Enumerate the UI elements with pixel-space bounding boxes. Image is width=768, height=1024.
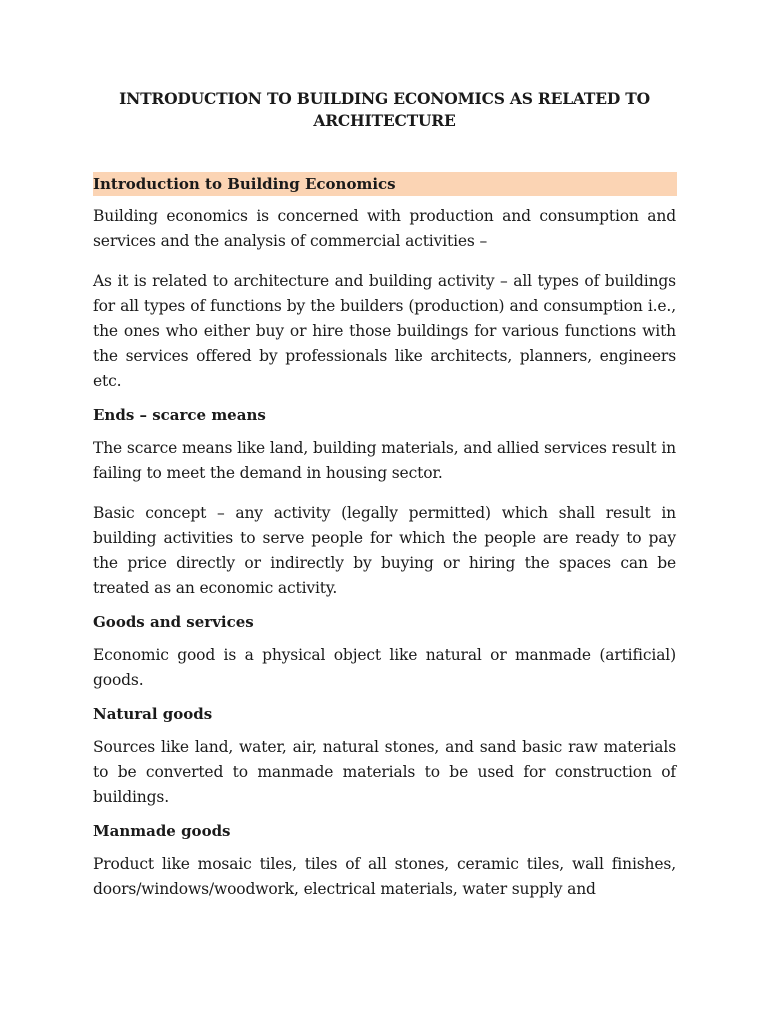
paragraph-economic-good: Economic good is a physical object like natural or manmade (artificial) goods. — [93, 646, 676, 689]
paragraph-natural-goods: Sources like land, water, air, natural stones, and sand basic raw materials to be converted to manmade materials to be used for construction of buildings. — [93, 738, 676, 806]
paragraph-basic-concept: Basic concept – any activity (legally permitted) which shall result in building activities to serve people for which the people are ready to pay the price directly or indirectly by buying or hiring the spaces can be treated as an economic activity. — [93, 504, 676, 597]
document-title: INTRODUCTION TO BUILDING ECONOMICS AS RELATED TO ARCHITECTURE — [119, 89, 650, 130]
document-page — [93, 0, 676, 902]
heading-goods-and-services: Goods and services — [93, 613, 254, 631]
paragraph-scarce-means: The scarce means like land, building materials, and allied services result in failing to meet the demand in housing sector. — [93, 439, 676, 482]
section-heading-introduction: Introduction to Building Economics — [93, 172, 677, 196]
paragraph-architecture-relation: As it is related to architecture and building activity – all types of buildings for all types of functions by the builders (production) and consumption i.e., the ones who either buy or hire those buildings for various functions with the services offered by professionals like architects, planners, engineers etc. — [93, 272, 676, 390]
heading-natural-goods: Natural goods — [93, 705, 213, 723]
paragraph-building-economics-definition: Building economics is concerned with production and consumption and services and the analysis of commercial activities – — [93, 207, 676, 250]
paragraph-manmade-goods: Product like mosaic tiles, tiles of all stones, ceramic tiles, wall finishes, doors/windows/woodwork, electrical materials, water supply and — [93, 855, 676, 898]
heading-manmade-goods: Manmade goods — [93, 822, 231, 840]
heading-ends-scarce-means: Ends – scarce means — [93, 406, 266, 424]
